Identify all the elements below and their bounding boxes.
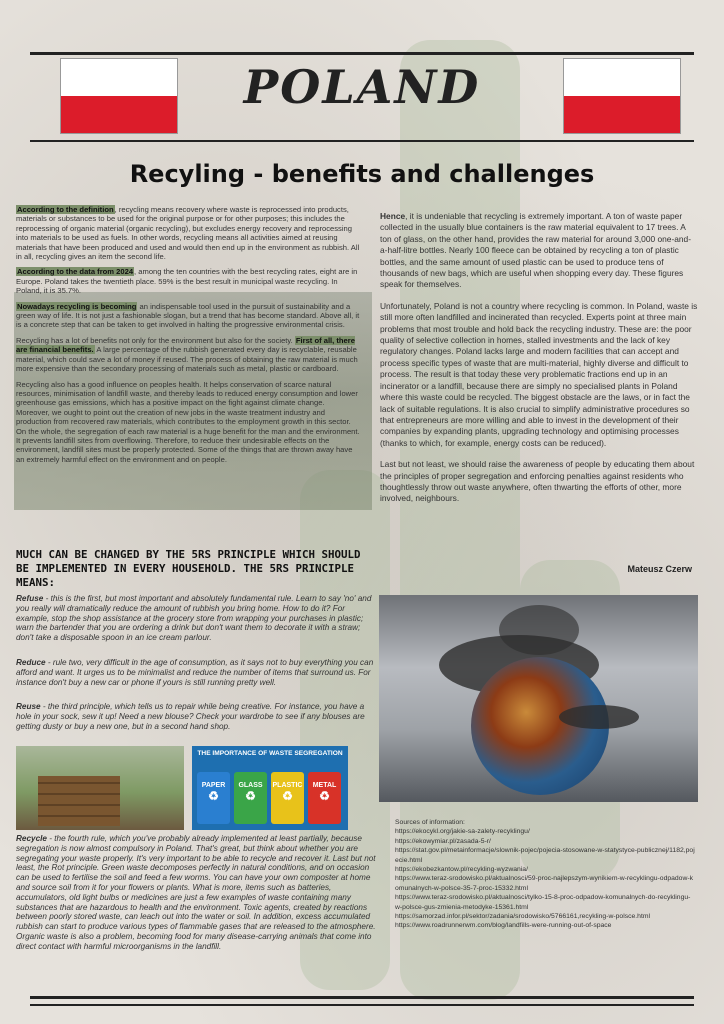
source-link[interactable]: https://www.roadrunnerwm.com/blog/landfills-were-running-out-of-space xyxy=(395,922,612,930)
source-link[interactable]: https://ekowymiar.pl/zasada-5-r/ xyxy=(395,837,491,845)
reuse-label: Reuse xyxy=(16,702,41,711)
reduce-paragraph: Reduce - rule two, very difficult in the age of consumption, as it says not to buy everything you can afford and want. It urges us to be minimalist and reduce the number of items that surround us. For instance don't buy a new car or phone if yours is still running pretty well. xyxy=(16,658,374,687)
poland-problems-paragraph: Unfortunately, Poland is not a country where recycling is common. In Poland, waste is still more often landfilled and incinerated than recycled. Experts point at three main problems that most trouble and hold back the recycling industry. These are: the poor quality of selective collection in homes, stalled investments and the lack of key regulatory changes. Poland lacks large and modern facilities that can accept and process specific types of waste that are multi-material, highly diverse and difficult to process. The result is that today these very problematic fractions end up in an incinerator or a landfill, because there are simply no specialised plants in Poland where this waste could be recycled. The biggest obstacle are the laws, or in fact the lack of suitable regulations. It is also crucial to simplify administrative procedures so that entrepreneurs are more willing and able to invest in the development of their companies by expanding plants, upgrading technology and optimising processes (thanks to which, for example, energy costs can be reduced). xyxy=(380,300,698,448)
wooden-composter xyxy=(38,776,120,826)
top-rule xyxy=(30,52,694,55)
source-link[interactable]: https://www.teraz-srodowisko.pl/aktualnosci/tylko-15-8-proc-odpadow-komunalnych-do-recyklingu-w-polsce-gus-zmienia-metodyke-15361.html xyxy=(395,894,691,911)
source-link[interactable]: https://ekocykl.org/jakie-sa-zalety-recyklingu/ xyxy=(395,828,530,836)
left-column xyxy=(16,205,360,470)
nowadays-paragraph: Nowadays recycling is becoming an indispensable tool used in the pursuit of sustainability and a green way of life. It is not just a fashionable slogan, but a trend that has become standard. Above all, it is a concrete step that can be taken to get involved in halting the progressive environmental crisis. xyxy=(16,301,360,330)
plastic-bin: PLASTIC ♻ xyxy=(271,772,304,824)
recycle-label: Recycle xyxy=(16,834,47,843)
right-column xyxy=(380,211,698,515)
segregation-paragraph: On the whole, the segregation of each raw material is a huge benefit for the man and the environment. It prevents landfill sites from overflowing. Therefore, to reduce their undesirable effects on the environment, landfill sites must be properly protected. Some of the things that are thrown away have an extremely harmful effect on the environment and on people. xyxy=(16,426,360,464)
health-paragraph: Recycling also has a good influence on peoples health. It helps conservation of scarce natural resources, minimisation of landfill waste, and thereby leads to reduced energy consumption and lower greenhouse gas emissions, which has a positive impact on the fight against climate change. Moreover, we ought to point out the creation of new jobs in the waste treatment industry and production from recovered raw materials, which contributes to the employment growth in this sector. xyxy=(16,379,358,427)
source-link[interactable]: https://stat.gov.pl/metainformacje/slownik-pojec/pojecia-stosowane-w-statystyce-publicznej/1182,pojecie.html xyxy=(395,847,695,864)
page-title: POLAND xyxy=(243,60,481,114)
author-name: Mateusz Czerw xyxy=(627,564,692,574)
bottom-rule-2 xyxy=(30,1004,694,1006)
top-rule-2 xyxy=(30,140,694,142)
refuse-paragraph: Refuse - this is the first, but most important and absolutely fundamental rule. Learn to say 'no' and you really will dramatically reduce the amount of rubbish you bring home. How to do it? For example, stop the shop assistance at the grocery store from wrapping your purchases in plastic; warn the bartender that you are ordering a drink but don't want them to decorate it with a straw; don't take a disposable spoon in an ice cream parlour. xyxy=(16,594,372,643)
definition-paragraph: According to the definition, recycling means recovery where waste is reprocessed into products, materials or substances to be used for the original purpose or for other purposes; this includes the reprocessing of organic material (organic recycling), but excludes energy recovery and reprocessing into materials to be used as fuels. In other words, recycling means all activities aimed at reusing materials that have been produced and used and would then end up in the environment as rubbish. All in all, recycling gives an item the second life. xyxy=(16,205,360,262)
paper-bin: PAPER ♻ xyxy=(197,772,230,824)
source-link[interactable]: https://samorzad.infor.pl/sektor/zadania/srodowisko/5766161,recykling-w-polsce.html xyxy=(395,913,651,921)
hence-paragraph: Hence, it is undeniable that recycling is extremely important. A ton of waste paper collected in the usually blue containers is the raw material equivalent to 17 trees. A ton of glass, on the other hand, provides the raw material for around 3,000 one-and-a-half-litre bottles. Nearly 100 fleece can be obtained by recycling a ton of plastic bottles, and the same amount of used plastic can be used to produce tens of thousands of new bags, which are useful when shopping every day. These figures speak for themselves. xyxy=(380,211,691,290)
segregation-title: THE IMPORTANCE OF WASTE SEGREGATION xyxy=(197,750,343,757)
metal-bin: METAL ♻ xyxy=(308,772,341,824)
awareness-paragraph: Last but not least, we should raise the awareness of people by educating them about the principles of proper segregation and enforcing penalties against residents who thoughtlessly throw out waste anywhere, often thwarting the efforts of other, more involved, neighbours. xyxy=(380,459,695,504)
polluted-earth-image xyxy=(379,595,698,802)
page-subtitle: Recyling - benefits and challenges xyxy=(129,160,595,188)
bottom-rule xyxy=(30,996,694,999)
source-link[interactable]: https://www.teraz-srodowisko.pl/aktualnosci/59-proc-najlepszym-wynikiem-w-recyklingu-odpadow-komunalnych-w-polsce-35-7-proc-15332.html xyxy=(395,875,694,892)
waste-segregation-graphic xyxy=(192,746,348,830)
five-rs-heading: MUCH CAN BE CHANGED BY THE 5RS PRINCIPLE WHICH SHOULD BE IMPLEMENTED IN EVERY HOUSEHOLD. THE 5RS PRINCIPLE MEANS: xyxy=(16,548,361,589)
sources-heading: Sources of information: xyxy=(395,819,465,826)
data-2024-paragraph: According to the data from 2024, among the ten countries with the best recycling rates, eight are in Europe. Poland takes the twentieth place. 59% is the best result in municipal waste recycling. In Poland, it is 35.7%. xyxy=(16,267,358,296)
benefits-paragraph: Recycling has a lot of benefits not only for the environment but also for the society. First of all, there are financial benefits. A large percentage of the rubbish generated every day is recyclable, reusable material, which could save a lot of money if reused. The process of obtaining the raw material is much more expensive than the secondary processing of materials such as metal, plastic or cardboard. xyxy=(16,335,358,374)
refuse-label: Refuse xyxy=(16,594,44,603)
reuse-paragraph: Reuse - the third principle, which tells us to repair while being creative. For instance, you have a hole in your sock, sew it up! Need a new blouse? Check your wardrobe to see if any blouses are getting dusty or buy a new one, but in a second hand shop. xyxy=(16,702,365,731)
recycle-paragraph: Recycle - the fourth rule, which you've probably already implemented at least partially, because segregation is now almost compulsory in Poland. That's great, but think about whether you are segregating your waste properly. It's very important to be able to recycle and recover it. Last but not least, the Rot principle. Green waste decomposes perfectly in natural conditions, and on occasion can be used to fertilise the soil and feed a few worms. You can have your own composter at home and source soil from it for your flowers or plants. What is more, items such as batteries, accumulators, old light bulbs or medicines are just a few examples of waste containing many substances that are hazardous to health and the environment. Toxic agents, created by reactions between poorly stored waste, can leach out into the water or soil. In addition, excess accumulated rubbish can start to produce various types of flammable gases that are released to the atmosphere. Organic waste is also a problem, becoming food for many disease-carrying animals that come into direct contact with harmful microorganisms in the landfill. xyxy=(16,834,376,951)
sources-list xyxy=(395,818,695,931)
reduce-label: Reduce xyxy=(16,658,46,667)
glass-bin: GLASS ♻ xyxy=(234,772,267,824)
source-link[interactable]: https://ekobezkantow.pl/recykling-wyzwania/ xyxy=(395,866,528,874)
